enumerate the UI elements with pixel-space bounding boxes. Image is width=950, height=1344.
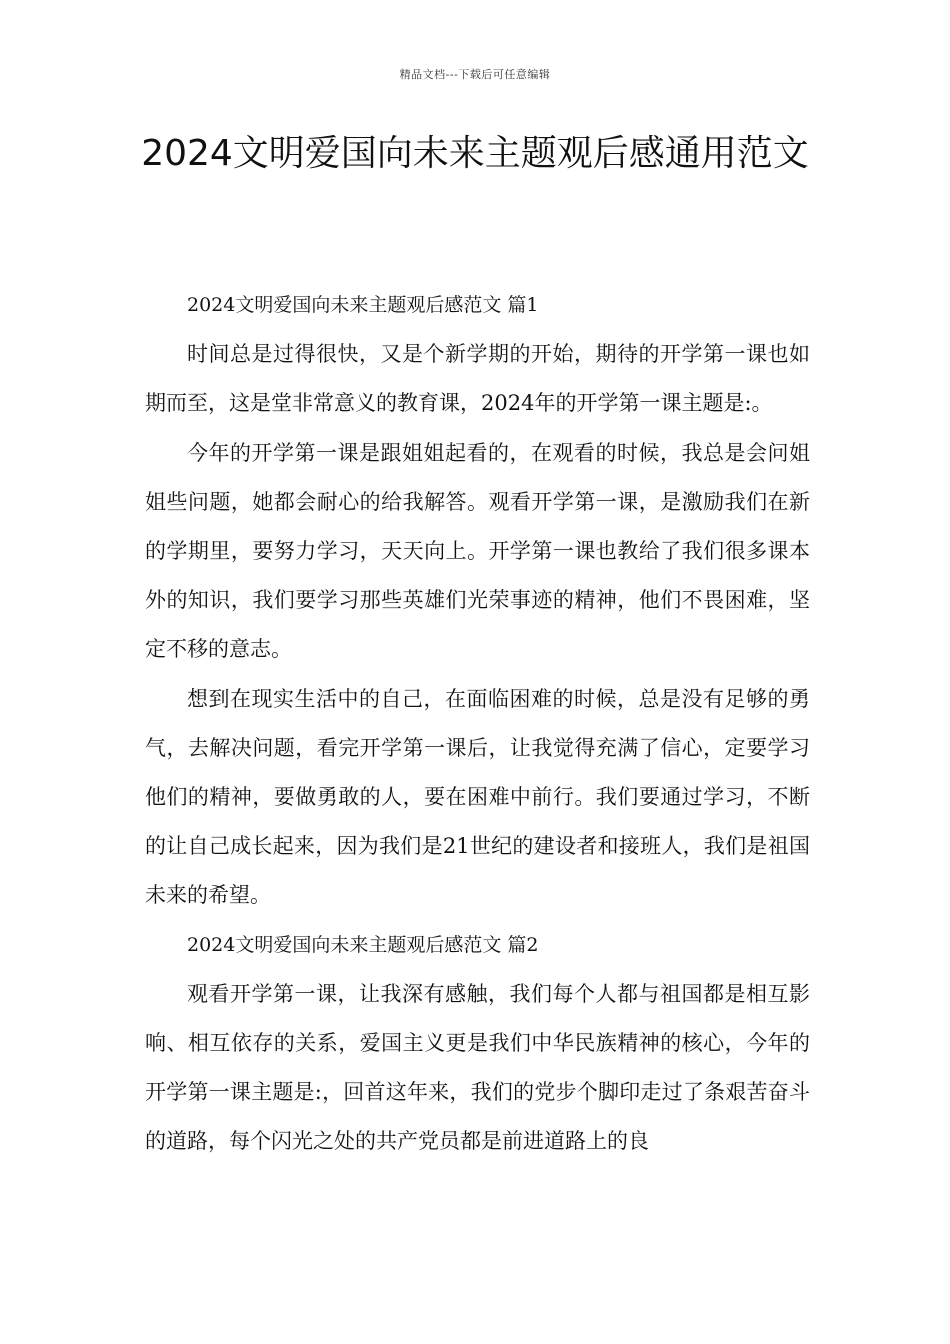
paragraph: 时间总是过得很快，又是个新学期的开始，期待的开学第一课也如期而至，这是堂非常意义的教育课，2024年的开学第一课主题是:。 <box>145 342 810 416</box>
paragraph: 今年的开学第一课是跟姐姐起看的，在观看的时候，我总是会问姐姐些问题，她都会耐心的给我解答。观看开学第一课，是激励我们在新的学期里，要努力学习，天天向上。开学第一课也教给了我们很多课本外的知识，我们要学习那些英雄们光荣事迹的精神，他们不畏困难，坚定不移的意志。 <box>145 440 810 662</box>
document-title: 2024文明爱国向未来主题观后感通用范文 <box>141 133 809 174</box>
section-heading: 2024文明爱国向未来主题观后感范文 篇2 <box>187 933 539 956</box>
paragraph: 想到在现实生活中的自己，在面临困难的时候，总是没有足够的勇气，去解决问题，看完开学第一课后，让我觉得充满了信心，定要学习他们的精神，要做勇敢的人，要在困难中前行。我们要通过学习，不断的让自己成长起来，因为我们是21世纪的建设者和接班人，我们是祖国未来的希望。 <box>145 686 810 908</box>
document-body <box>145 281 810 1167</box>
header-note: 精品文档---下载后可任意编辑 <box>399 68 551 81</box>
paragraph: 观看开学第一课，让我深有感触，我们每个人都与祖国都是相互影响、相互依存的关系，爱国主义更是我们中华民族精神的核心，今年的开学第一课主题是:，回首这年来，我们的党步个脚印走过了条艰苦奋斗的道路，每个闪光之处的共产党员都是前进道路上的良 <box>145 981 810 1154</box>
section-heading: 2024文明爱国向未来主题观后感范文 篇1 <box>187 294 539 316</box>
